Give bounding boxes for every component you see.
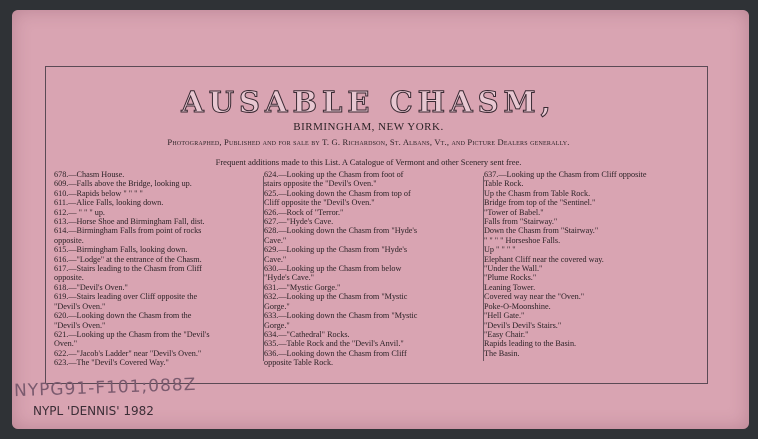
list-item: 611.—Alice Falls, looking down. <box>54 198 164 208</box>
list-item: "Devil's Oven." <box>54 320 106 330</box>
list-item: Up the Chasm from Table Rock. <box>484 188 591 198</box>
list-column-1 <box>54 170 266 368</box>
list-item: 616.—"Lodge" at the entrance of the Chasm. <box>54 254 202 264</box>
list-item: 630.—Looking up the Chasm from below <box>264 264 402 274</box>
list-item: 678.—Chasm House. <box>54 170 125 179</box>
list-item: 634.—"Cathedral" Rocks. <box>264 329 350 339</box>
list-item: 622.—"Jacob's Ladder" near "Devil's Oven." <box>54 348 202 358</box>
list-item: 627.—"Hyde's Cave. <box>264 217 334 227</box>
location-line: BIRMINGHAM, NEW YORK. <box>293 121 444 133</box>
list-item: " " " " Horseshoe Falls. <box>484 235 561 245</box>
list-item: 619.—Stairs leading over Cliff opposite the <box>54 292 198 302</box>
list-item: Falls from "Stairway." <box>484 217 558 227</box>
list-item: 614.—Birmingham Falls from point of rocks <box>54 226 202 236</box>
handwritten-catalog-number: NYPG91-F101;088Z <box>13 374 197 402</box>
list-item: "Tower of Babel." <box>484 207 544 217</box>
list-item: Cave." <box>264 235 287 245</box>
list-item: Oven." <box>54 339 78 349</box>
list-item: Table Rock. <box>484 179 524 189</box>
list-item: 628.—Looking down the Chasm from "Hyde's <box>264 226 418 236</box>
list-item: 624.—Looking up the Chasm from foot of <box>264 170 404 179</box>
list-item: Down the Chasm from "Stairway." <box>484 226 599 236</box>
list-item: Covered way near the "Oven." <box>484 292 585 302</box>
list-item: "Easy Chair." <box>484 329 529 339</box>
list-item: Bridge from top of the "Sentinel." <box>484 198 596 208</box>
list-item: stairs opposite the "Devil's Oven." <box>264 179 377 189</box>
catalogue-title: AUSABLE CHASM, <box>181 85 556 119</box>
additions-note: Frequent additions made to this List. A Catalogue of Vermont and other Scenery sent free. <box>215 157 522 167</box>
list-item: opposite. <box>54 273 84 283</box>
list-item: 626.—Rock of "Terror." <box>264 207 344 217</box>
list-item: Leaning Tower. <box>484 282 536 292</box>
list-item: "Hell Gate." <box>484 311 525 321</box>
list-item: 613.—Horse Shoe and Birmingham Fall, dist. <box>54 217 205 227</box>
list-item: 615.—Birmingham Falls, looking down. <box>54 245 188 255</box>
list-item: "Plume Rocks." <box>484 273 537 283</box>
list-column-2 <box>264 170 482 368</box>
list-item: Up " " " " <box>484 245 516 255</box>
list-item: 631.—"Mystic Gorge." <box>264 282 341 292</box>
list-item: opposite Table Rock. <box>264 358 334 368</box>
list-item: 618.—"Devil's Oven." <box>54 282 128 292</box>
list-item: Elephant Cliff near the covered way. <box>484 254 604 264</box>
list-item: "Hyde's Cave." <box>264 273 314 283</box>
list-item: 609.—Falls above the Bridge, looking up. <box>54 179 192 189</box>
list-item: "Devil's Oven." <box>54 301 106 311</box>
list-item: "Devil's Devil's Stairs." <box>484 320 562 330</box>
list-column-3 <box>484 170 704 358</box>
list-item: 612.— " " " up. <box>54 207 105 217</box>
list-item: Rapids leading to the Basin. <box>484 339 577 349</box>
list-item: 625.—Looking down the Chasm from top of <box>264 188 411 198</box>
list-item: "Under the Wall." <box>484 264 543 274</box>
list-item: Cliff opposite the "Devil's Oven." <box>264 198 375 208</box>
list-item: 621.—Looking up the Chasm from the "Devil's <box>54 329 210 339</box>
list-item: 610.—Rapids below " " " " <box>54 188 143 198</box>
list-item: 636.—Looking down the Chasm from Cliff <box>264 348 407 358</box>
library-stamp: NYPL 'DENNIS' 1982 <box>33 404 154 418</box>
list-item: 633.—Looking down the Chasm from "Mystic <box>264 311 418 321</box>
list-item: 623.—The "Devil's Covered Way." <box>54 358 169 368</box>
list-item: 632.—Looking up the Chasm from "Mystic <box>264 292 408 302</box>
list-item: 637.—Looking up the Chasm from Cliff opposite <box>484 170 647 179</box>
list-item: Gorge." <box>264 320 290 330</box>
list-item: 629.—Looking up the Chasm from "Hyde's <box>264 245 408 255</box>
list-item: 620.—Looking down the Chasm from the <box>54 311 192 321</box>
list-item: Cave." <box>264 254 287 264</box>
list-item: Poke-O-Moonshine. <box>484 301 551 311</box>
list-item: Gorge." <box>264 301 290 311</box>
list-item: 635.—Table Rock and the "Devil's Anvil." <box>264 339 404 349</box>
list-item: 617.—Stairs leading to the Chasm from Cliff <box>54 264 202 274</box>
list-item: opposite. <box>54 235 84 245</box>
list-item: The Basin. <box>484 348 520 358</box>
publisher-line: Photographed, Published and for sale by T. G. Richardson, St. Albans, Vt., and Picture Dealers generally. <box>167 137 570 147</box>
